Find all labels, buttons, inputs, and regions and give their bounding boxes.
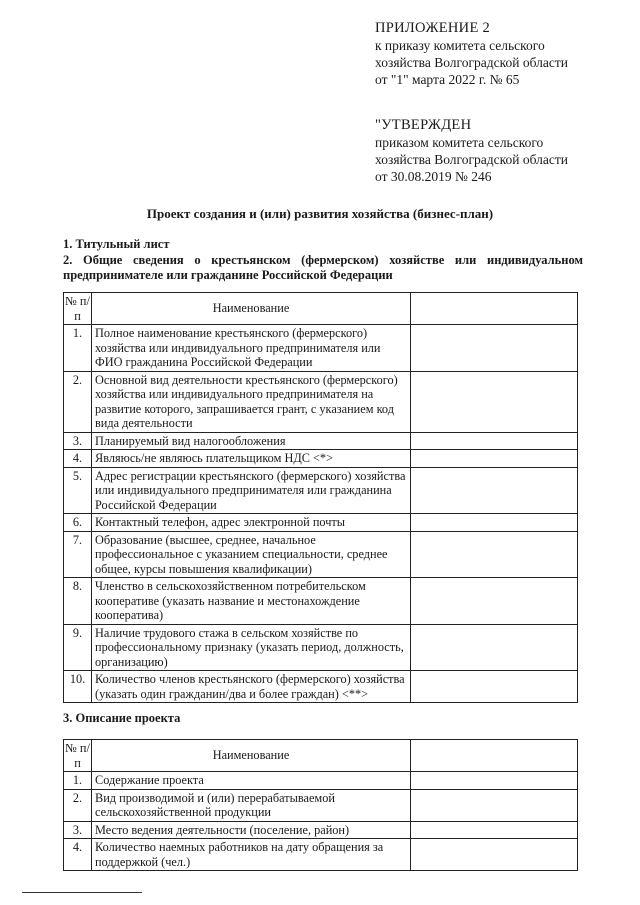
project-description-table [63,739,578,871]
table-row [64,789,578,821]
header-value [411,293,578,325]
table-row [64,772,578,790]
row-num: 9. [64,624,92,671]
row-value-cell[interactable] [411,821,578,839]
row-num: 10. [64,671,92,703]
row-value-cell[interactable] [411,531,578,578]
table-row [64,839,578,871]
appendix-heading: ПРИЛОЖЕНИЕ 2 [375,20,491,36]
row-value-cell[interactable] [411,514,578,532]
row-value-cell[interactable] [411,467,578,514]
row-name: Являюсь/не являюсь плательщиком НДС <*> [92,450,411,468]
general-info-table [63,292,578,703]
table-row [64,467,578,514]
header-name: Наименование [92,293,411,325]
row-num: 4. [64,450,92,468]
row-num: 3. [64,821,92,839]
approved-line: приказом комитета сельского [375,135,544,150]
row-value-cell[interactable] [411,578,578,625]
row-num: 7. [64,531,92,578]
appendix-block [375,20,568,88]
row-name: Место ведения деятельности (поселение, район) [92,821,411,839]
row-num: 4. [64,839,92,871]
row-value-cell[interactable] [411,432,578,450]
row-name: Содержание проекта [92,772,411,790]
table-header-row [64,740,578,772]
section-heading-title-page: 1. Титульный лист [63,237,170,251]
row-value-cell[interactable] [411,789,578,821]
row-value-cell[interactable] [411,839,578,871]
appendix-line: хозяйства Волгоградской области [375,55,568,70]
table-row [64,578,578,625]
section-heading-project-description: 3. Описание проекта [63,711,181,725]
header-num: № п/п [65,294,90,323]
row-num: 2. [64,371,92,432]
row-name: Количество наемных работников на дату обращения за поддержкой (чел.) [92,839,411,871]
row-num: 8. [64,578,92,625]
approved-line: хозяйства Волгоградской области [375,152,568,167]
table-row [64,531,578,578]
row-value-cell[interactable] [411,772,578,790]
row-name: Образование (высшее, среднее, начальное профессиональное с указанием специальности, среднее общее, курсы повышения квалификации) [92,531,411,578]
table-row [64,371,578,432]
row-name: Количество членов крестьянского (фермерского) хозяйства (указать один гражданин/два и более граждан) <**> [92,671,411,703]
row-name: Планируемый вид налогообложения [92,432,411,450]
row-name: Вид производимой и (или) перерабатываемой сельскохозяйственной продукции [92,789,411,821]
header-value [411,740,578,772]
row-name: Основной вид деятельности крестьянского (фермерского) хозяйства или индивидуального предпринимателя на развитие которого, запрашивается грант, с указанием код вида деятельности [92,371,411,432]
row-name: Адрес регистрации крестьянского (фермерского) хозяйства или индивидуального предпринимателя или гражданина Российской Федерации [92,467,411,514]
row-value-cell[interactable] [411,325,578,372]
row-num: 3. [64,432,92,450]
row-num: 6. [64,514,92,532]
appendix-line: к приказу комитета сельского [375,38,545,53]
row-value-cell[interactable] [411,624,578,671]
table-header-row [64,293,578,325]
document-title: Проект создания и (или) развития хозяйства (бизнес-план) [146,206,494,221]
approved-block [375,117,568,185]
row-name: Членство в сельскохозяйственном потребительском кооперативе (указать название и местонахождение кооператива) [92,578,411,625]
approved-line: от 30.08.2019 № 246 [375,169,492,184]
row-num: 5. [64,467,92,514]
row-num: 2. [64,789,92,821]
row-value-cell[interactable] [411,450,578,468]
appendix-line: от "1" марта 2022 г. № 65 [375,72,520,87]
table-row [64,450,578,468]
table-row [64,821,578,839]
header-num: № п/п [65,741,90,770]
table-row [64,325,578,372]
row-name: Наличие трудового стажа в сельском хозяйстве по профессиональному признаку (указать период, должность, организацию) [92,624,411,671]
table-row [64,432,578,450]
row-num: 1. [64,772,92,790]
table-row [64,514,578,532]
row-name: Полное наименование крестьянского (фермерского) хозяйства или индивидуального предпринимателя или ФИО гражданина Российской Федерации [92,325,411,372]
approved-heading: "УТВЕРЖДЕН [375,117,472,133]
table-row [64,624,578,671]
section-heading-general-info: 2. Общие сведения о крестьянском (фермерском) хозяйстве или индивидуальном предпринимателе или гражданине Российской Федерации [63,253,583,282]
row-value-cell[interactable] [411,671,578,703]
footnote-separator [22,892,142,893]
row-name: Контактный телефон, адрес электронной почты [92,514,411,532]
row-num: 1. [64,325,92,372]
header-name: Наименование [92,740,411,772]
table-row [64,671,578,703]
row-value-cell[interactable] [411,371,578,432]
